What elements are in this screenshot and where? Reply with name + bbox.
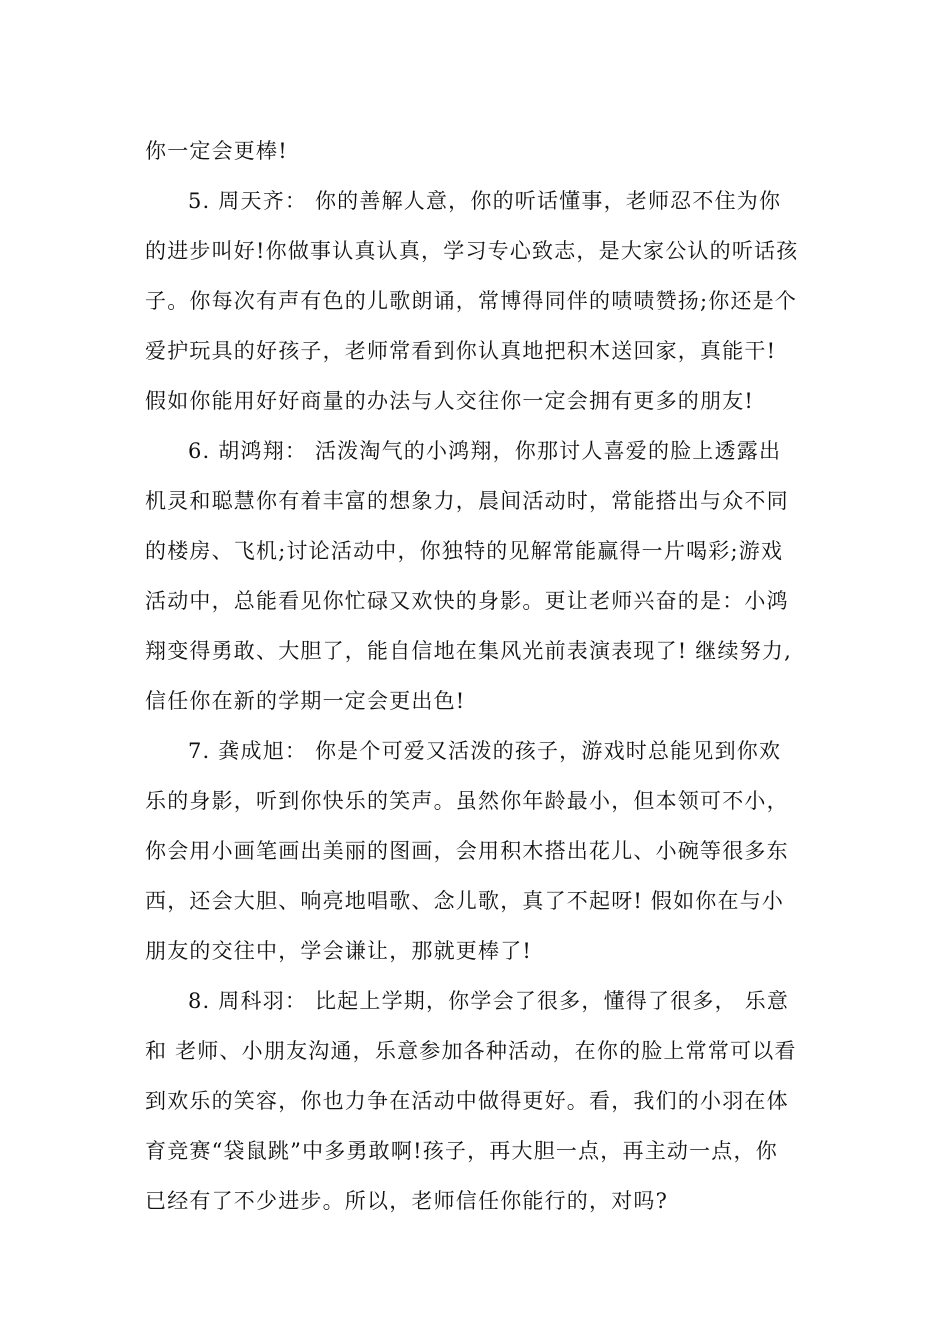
text-line: 活动中，总能看见你忙碌又欢快的身影。更让老师兴奋的是：小鸿 xyxy=(145,589,789,613)
text-line: 乐的身影，听到你快乐的笑声。虽然你年龄最小，但本领可不小， xyxy=(145,789,789,813)
paragraph-heading-6: 6. 胡鸿翔： 活泼淘气的小鸿翔，你那讨人喜爱的脸上透露出 xyxy=(188,439,782,463)
text-line: 假如你能用好好商量的办法与人交往你一定会拥有更多的朋友! xyxy=(145,389,755,413)
text-line: 子。你每次有声有色的儿歌朗诵，常博得同伴的啧啧赞扬;你还是个 xyxy=(145,289,798,313)
text-line: 你一定会更棒! xyxy=(145,139,288,163)
text-line: 朋友的交往中，学会谦让，那就更棒了! xyxy=(145,939,533,963)
text-line: 机灵和聪慧你有着丰富的想象力，晨间活动时，常能搭出与众不同 xyxy=(145,489,789,513)
text-line: 的进步叫好!你做事认真认真，学习专心致志，是大家公认的听话孩 xyxy=(145,239,799,263)
text-line: 已经有了不少进步。所以，老师信任你能行的，对吗? xyxy=(145,1189,669,1213)
text-line: 信任你在新的学期一定会更出色! xyxy=(145,689,466,713)
text-line: 育竞赛“袋鼠跳”中多勇敢啊!孩子，再大胆一点，再主动一点，你 xyxy=(145,1139,778,1163)
text-line: 爱护玩具的好孩子，老师常看到你认真地把积木送回家，真能干! xyxy=(145,339,777,363)
paragraph-heading-7: 7. 龚成旭： 你是个可爱又活泼的孩子，游戏时总能见到你欢 xyxy=(188,739,782,763)
text-line: 西，还会大胆、响亮地唱歌、念儿歌，真了不起呀! 假如你在与小 xyxy=(145,889,785,913)
text-line: 的楼房、飞机;讨论活动中，你独特的见解常能赢得一片喝彩;游戏 xyxy=(145,539,784,563)
text-line: 和 老师、小朋友沟通，乐意参加各种活动，在你的脸上常常可以看 xyxy=(145,1039,797,1063)
text-line: 到欢乐的笑容，你也力争在活动中做得更好。看，我们的小羽在体 xyxy=(145,1089,789,1113)
text-line: 你会用小画笔画出美丽的图画，会用积木搭出花儿、小碗等很多东 xyxy=(145,839,789,863)
text-line: 翔变得勇敢、大胆了，能自信地在集风光前表演表现了! 继续努力, xyxy=(145,639,792,663)
paragraph-heading-8: 8. 周科羽： 比起上学期，你学会了很多，懂得了很多， 乐意 xyxy=(188,989,790,1013)
paragraph-heading-5: 5. 周天齐： 你的善解人意，你的听话懂事，老师忍不住为你 xyxy=(188,189,782,213)
